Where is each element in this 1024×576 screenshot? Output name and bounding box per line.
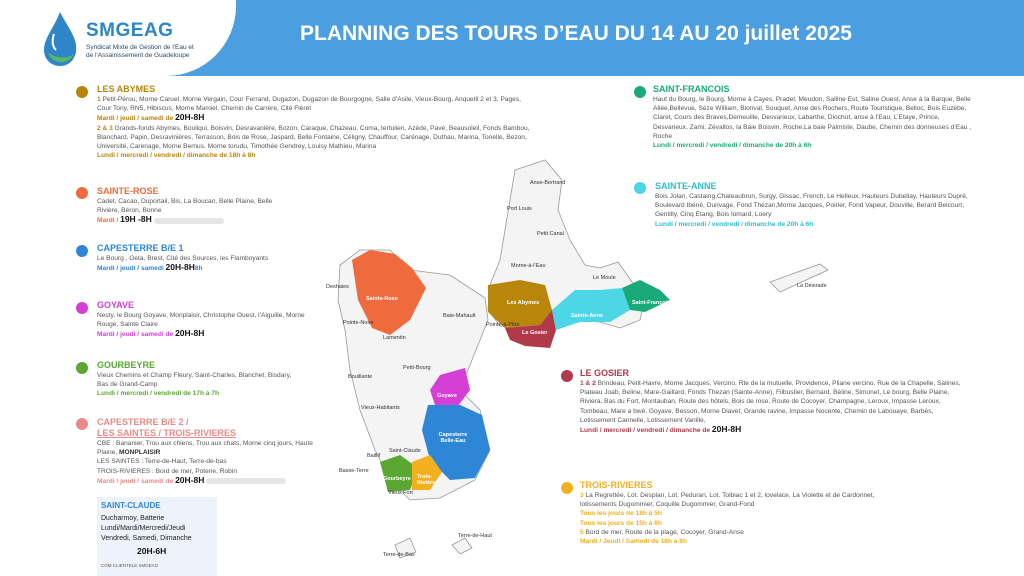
map-place: Petit-Bourg (403, 365, 431, 371)
zone-list: Bord de mer, Route de la plage, Cocoyer, Grand-Anse (585, 528, 744, 536)
map-place: Vieux Fort (388, 490, 413, 496)
zone-list: Haut du Bourg, le Bourg, Morne à Cayes, Pradel, Meudon, Salline Est, Saline Ouest, Anse à la Barque, Belle Allée,Bellevue, Séze William, Blonval, Souquet, Anse des Rochers, Route Touristique, Belloc, Bois Euzèbe, Claret, Cours des Braves,Demeuille, Desvarieux, Labarthe, Diochot, anse à l’Eau, L’Etaye, Prince, Desvarieux, Zami, Zévallos, la Baie Boisvin, Roche,La baie Palmiste, Daube, Chemin des donneuses d’Eau , Roche (653, 96, 972, 140)
zone-schedule: Lundi / mercredi / vendredi de 17h à 7h (97, 390, 220, 398)
map-place: Terre-de-Bas (383, 552, 415, 558)
saint-claude-text (101, 514, 192, 544)
section-title: TROIS-RIVIERES (580, 480, 653, 490)
map-place: Petit Canal (537, 231, 564, 237)
section-title: SAINT-CLAUDE (101, 501, 161, 510)
schedule-hours: 20H-8H (175, 112, 205, 123)
logo-area (0, 0, 236, 76)
redacted-bar (154, 218, 224, 224)
section-capesterre-2 (97, 417, 327, 486)
zone-list: Grands-fonds Abymes, Bouliqui, Boisvin, Desravanière, Bozon, Caraque, Chazeau, Coma, tertulien, Azède, Pavé, Beausoleil, Fonds Bambou, Blanchard, Papin, Desravinières, Terrasson, Bois de Rose, Jaspard, Belle Fontaine, Céligny, Chauffour, Carénage, Duthau, Marina, Tonelle, Bezon, Université, Carenage, Morne Bernus, Morne torudu, Timothée Gendrey, Louisy Mathieu, Marina (97, 124, 530, 151)
saint-claude-line: Ducharmoy, Batterie (101, 515, 165, 522)
map-place: Basse-Terre (339, 468, 369, 474)
schedule-text: Lundi / mercredi / vendredi / dimanche de (580, 427, 711, 435)
map-place: La Désirade (797, 283, 827, 289)
cbe-list: CBE : Bananier, Trou aux chiens, Trou aux chats, Morne cinq jours, Haute Plaine, (97, 440, 313, 457)
schedule-hours: 20H-6H (137, 546, 167, 556)
cbe-highlight: MONPLAISIR (119, 449, 161, 457)
zone-schedule (97, 329, 319, 339)
zone-list (97, 439, 327, 457)
map-place: Anse-Bertrand (530, 180, 566, 186)
map-place: Port Louis (507, 206, 532, 212)
footer-note: COM CLIENTELE SMGEAG (101, 563, 159, 568)
zone-list: Nesty, le Bourg Goyave, Monplaisir, Christophe Ouest, l’Aiguille, Morne Rouge, Sainte Claire (97, 312, 305, 329)
section-subtitle: LES SAINTES / TROIS-RIVIERES (97, 428, 237, 438)
map-place: Pointe-Noire (343, 320, 374, 326)
section-title: SAINTE-ROSE (97, 186, 159, 196)
gourbeyre-dot-icon (76, 362, 88, 374)
map-place: Bouillante (348, 374, 373, 380)
zone-schedule: Tous les jours de 15h à 6h (580, 519, 662, 527)
map-zone-label: Le Gosier (522, 330, 548, 336)
water-drop-logo-icon (40, 10, 80, 68)
saint-claude-line: Lundi/Mardi/Mercredi/Jeudi (101, 525, 186, 532)
zone-schedule: Lundi / mercredi / vendredi / dimanche de 20h à 6h (653, 142, 812, 150)
section-goyave (97, 300, 319, 340)
saint-francois-dot-icon (634, 86, 646, 98)
schedule-hours: 20H-8H (175, 474, 205, 485)
map-zone-label: Trois-Rivières (417, 474, 439, 486)
map-place: Terre-de-Haut (458, 533, 492, 539)
zone-list: Cadet, Cacao, Duportail, Bis, La Boucan, Belle Plaine, Belle Rivière, Béron, Bonne (97, 198, 273, 215)
schedule-hours: 19H -8H (120, 214, 152, 225)
terre-de-haut-outline (452, 538, 472, 554)
zone-list: Brindeau, Petit-Havre, Morne Jacques, Vercino, Rte de la mutuelle, Providence, Pliane vercino, Rue de la Chapelle, Salines, Plateau Joab, Beline, Mare-Gaillard, Fonds Thezan (Sainte-Anne), Filbustier, Bernard, Béline, Simonet, Le bourg, Belle Plaine, Riviera, Bas du Fort, Montauban, Route des hôtels, Bois de rose, Route de Cocoyer, Champagne, Leroux, Impasse Leroux, Tombeau, Mare a bwè, Goyave, Besson, Morne Diavet, Grande ravine, Impasse Nocente, Chemin de Labouaye, Barbès, Lotissement Cannelle, Lotissement Vanille, (580, 380, 961, 424)
schedule-text: Mardi / jeudi / samedi (97, 265, 164, 273)
zone-number: 1 & 2 (580, 380, 596, 387)
zone-list: Bois Jolan, Castaing,Chateaubrun, Surgy, Gissac, French, Le Helleux, Hauteurs Dubellay, Hauteurs Dupré, Boulevard Ibéné, Durivage, Fond Thézan,Morne Jacques, Poirier, Fond Vapeur, Douville, Berard Belcourt, Gentilly, Cinq Etang, Bois lomard, Loery (655, 193, 968, 219)
section-title: SAINT-FRANCOIS (653, 84, 730, 94)
brand-name: SMGEAG (86, 20, 174, 41)
section-title: SAINTE-ANNE (655, 181, 717, 191)
section-title: LE GOSIER (580, 368, 630, 378)
map-zone-label: Sainte-Anne (571, 313, 604, 319)
zone-number: 2 & 3 (97, 124, 113, 132)
saintes-list: LES SAINTES : Terre-de-Haut, Terre-de-bas (97, 458, 227, 466)
map-place: Pointe-à-Pitre (486, 322, 520, 328)
zone-schedule (97, 263, 287, 273)
guadeloupe-map (300, 150, 860, 576)
header-banner (0, 0, 1024, 76)
brand-subtitle: Syndicat Mixte de Gestion de l'Eau et de l'Assainissement de Guadeloupe (86, 44, 194, 59)
map-place: Saint-Claude (389, 448, 421, 454)
zone-number: 5 (580, 528, 584, 536)
zone-number: 1 (97, 96, 101, 103)
zone-schedule: Mardi / Jeudi / Samedi de 18h à 8h (580, 538, 688, 546)
zone-number: 3 (580, 492, 584, 499)
section-title: CAPESTERRE B/E 1 (97, 243, 184, 253)
section-sainte-rose (97, 186, 287, 226)
zone-text (97, 95, 535, 113)
redacted-bar (206, 478, 286, 484)
map-zone-label: Les Abymes (507, 300, 540, 306)
map-place: Lamentin (383, 335, 406, 341)
schedule-hours: 20H-8H (175, 328, 205, 339)
section-title: LES ABYMES (97, 84, 156, 94)
schedule-text: Mardi / jeudi / samedi de (97, 331, 174, 339)
map-place: Morne-à-l’Eau (511, 263, 546, 269)
goyave-dot-icon (76, 302, 88, 314)
map-zone-label: Gourbeyre (383, 476, 411, 482)
capesterre2-dot-icon (76, 418, 88, 430)
map-place: Le Moule (593, 275, 616, 281)
zone-schedule (97, 476, 327, 486)
schedule-text: Mardi / jeudi / samedi de (97, 477, 174, 485)
zone-schedule: Tous les jours de 18h à 5h (580, 510, 662, 518)
zone-list: Petit-Pérou, Morne Caruel, Morne Vergain, Cour Ferrand, Dugazon, Dugazon de Bourgogne, Salle d’Asile, Vieux-Bourg, Anquetil 2 et 3, Pages, Cour Tony, RN5, Hibiscus, Morne Mamiel, Chemin de Carrère, Cité Fléret (97, 96, 521, 113)
schedule-text: Mardi / (97, 217, 119, 225)
schedule-text: Mardi / jeudi / samedi de (97, 115, 174, 123)
zone-list: La Regrettée, Lot. Desplan, Lot. Peduran, Lot. Tolbiac 1 et 2, lovelace, La Violette et de Cardonnet, lotissements Dugommier, Coquille Dugommier, Grand-Fond (580, 492, 875, 509)
zone-list: Le Bourg , Geta, Brest, Cité des Sources, les Flamboyants (97, 255, 269, 262)
section-saint-claude (97, 497, 217, 576)
section-abymes (97, 84, 535, 160)
zone-schedule: Lundi / mercredi / vendredi / dimanche de 20h à 6h (655, 220, 814, 228)
zone-schedule (97, 113, 535, 123)
zone-schedule (97, 215, 287, 225)
section-capesterre-1 (97, 243, 287, 273)
zone-text (97, 124, 535, 152)
map-place: Vieux-Habitants (361, 405, 400, 411)
map-zone-label: Sainte-Rose (366, 296, 398, 302)
map-place: Deshaies (326, 284, 349, 290)
abymes-dot-icon (76, 86, 88, 98)
section-title: CAPESTERRE B/E 2 / (97, 417, 189, 427)
capesterre1-dot-icon (76, 245, 88, 257)
map-zone-label: Saint-François (632, 300, 671, 306)
schedule-suffix: 8h (194, 265, 203, 273)
map-place: Baillif (367, 453, 381, 459)
map-zone-label: Capesterre Belle-Eau (438, 432, 468, 444)
map-place: Baie-Mahault (443, 313, 476, 319)
sainte-rose-dot-icon (76, 187, 88, 199)
section-title: GOYAVE (97, 300, 135, 310)
section-gourbeyre (97, 360, 297, 399)
map-zone-label: Goyave (437, 393, 457, 399)
trois-rivieres-list: TROIS-RIVIERES : Bord de mer, Poterie, Robin (97, 467, 237, 475)
page-title: PLANNING DES TOURS D’EAU DU 14 AU 20 juillet 2025 (300, 22, 852, 45)
schedule-hours: 20H-8H (165, 262, 195, 273)
schedule-hours: 20H-8H (711, 424, 742, 435)
saint-claude-line: Vendredi, Samedi, Dimanche (101, 535, 192, 542)
zone-schedule: Lundi / mercredi / vendredi / dimanche de 18h à 8h (97, 152, 256, 160)
section-title: GOURBEYRE (97, 360, 156, 370)
section-saint-francois (653, 84, 973, 150)
zone-list: Vieux Chemins et Champ Fleury, Saint-Charles, Blanchet, Bisdary, Bas de Grand-Camp (97, 372, 292, 389)
